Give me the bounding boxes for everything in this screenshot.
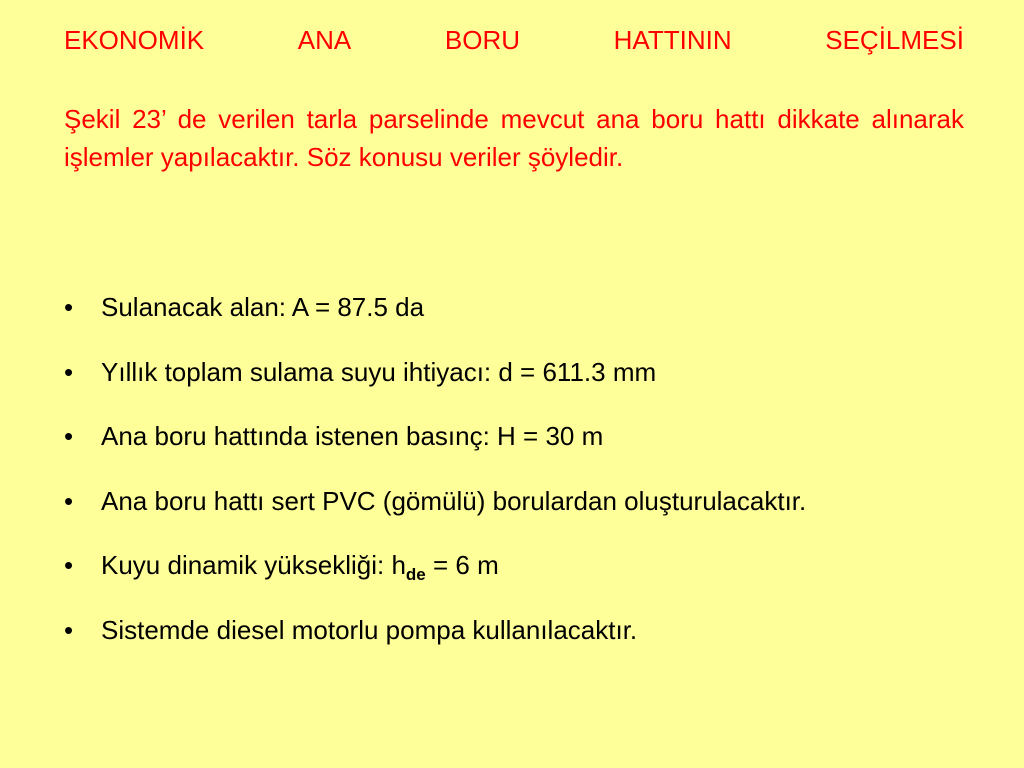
- bullet-icon: •: [64, 550, 74, 581]
- list-item: [64, 353, 984, 418]
- title-word: SEÇİLMESİ: [825, 25, 964, 55]
- bullet-icon: •: [64, 356, 74, 387]
- intro-paragraph: Şekil 23’ de verilen tarla parselinde mevcut ana boru hattı dikkate alınarak işlemler yapılacaktır. Söz konusu veriler şöyledir.: [64, 104, 964, 172]
- bullet-text-prefix: Kuyu dinamik yüksekliği: h: [101, 550, 406, 581]
- bullet-icon: •: [64, 614, 74, 645]
- bullet-icon: •: [64, 292, 74, 322]
- bullet-text-suffix: = 6 m: [425, 550, 499, 581]
- title-word: BORU: [444, 25, 521, 55]
- bullet-text: Sistemde diesel motorlu pompa kullanılacaktır.: [101, 614, 638, 645]
- bullet-list: [64, 288, 984, 676]
- list-item: [64, 288, 984, 353]
- subscript-de: de: [405, 565, 426, 585]
- slide-title: [64, 18, 964, 62]
- bullet-text: Ana boru hattında istenen basınç: H = 30 m: [101, 421, 604, 452]
- list-item: [64, 417, 984, 482]
- bullet-icon: •: [64, 421, 74, 452]
- title-word: ANA: [297, 25, 352, 55]
- bullet-text: Yıllık toplam sulama suyu ihtiyacı: d = 611.3 mm: [101, 356, 657, 387]
- title-row: [64, 18, 964, 62]
- bullet-text: Ana boru hattı sert PVC (gömülü) borulardan oluşturulacaktır.: [101, 485, 807, 516]
- bullet-icon: •: [64, 485, 74, 516]
- list-item: [64, 482, 984, 547]
- list-item: [64, 546, 984, 611]
- title-word: HATTININ: [613, 25, 732, 55]
- bullet-text: Sulanacak alan: A = 87.5 da: [101, 292, 425, 322]
- list-item: [64, 611, 984, 676]
- title-word: EKONOMİK: [64, 25, 205, 55]
